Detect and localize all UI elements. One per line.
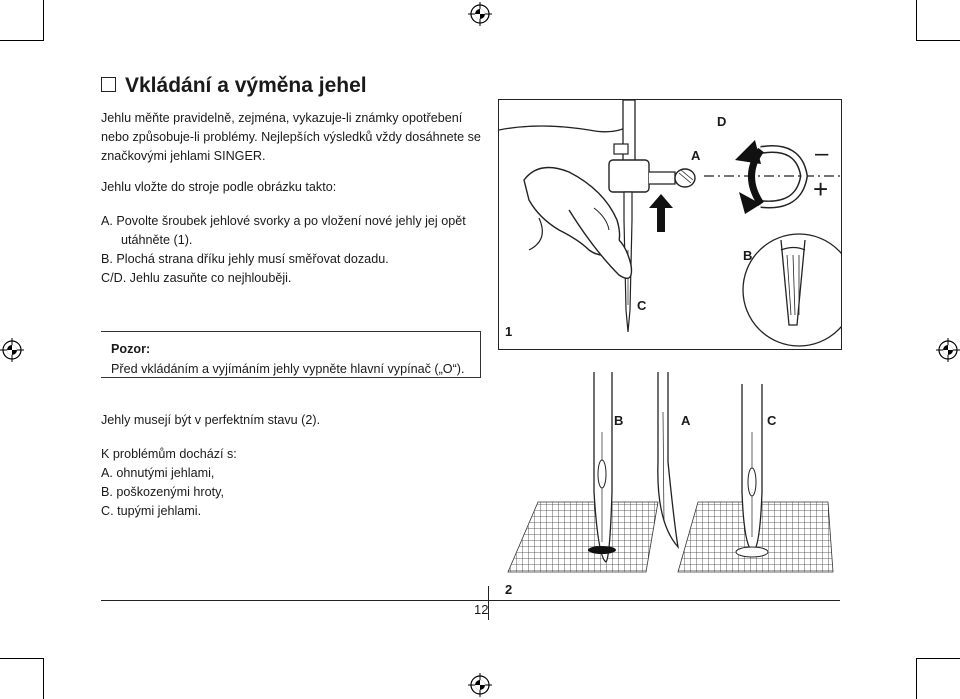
crop-mark [917,658,960,659]
label-c: C [767,413,777,428]
warning-box [101,331,481,378]
condition-text [101,411,501,430]
problem-c: C. tupými jehlami. [101,504,202,518]
step-cd: C/D. Jehlu zasuňte co nejhlouběji. [101,271,292,285]
step-a-line1: A. Povolte šroubek jehlové svorky a po vložení nové jehly jej opět [101,214,466,228]
crop-mark [916,0,917,41]
problems-head: K problémům dochází s: [101,447,237,461]
warning-head: Pozor: [111,342,151,356]
insert-intro-text: Jehlu vložte do stroje podle obrázku takto: [101,180,337,194]
crop-mark [917,40,960,41]
problem-b: B. poškozenými hroty, [101,485,224,499]
label-b: B [743,248,753,263]
steps-list [101,212,501,288]
registration-mark-icon [0,338,24,362]
registration-mark-icon [468,2,492,26]
intro-line: Jehlu měňte pravidelně, zejména, vykazuje-li známky opotřebení [101,111,463,125]
figure-needle-conditions [498,372,840,602]
label-minus: – [815,140,829,167]
intro-line: nebo způsobuje-li problémy. Nejlepších výsledků vždy dosáhnete se [101,130,481,144]
figure-2-number: 2 [505,582,513,597]
registration-mark-icon [468,673,492,697]
crop-mark [0,658,43,659]
label-plus: + [813,174,829,204]
crop-mark [0,40,43,41]
insert-intro [101,178,501,197]
page-number: 12 [474,602,489,617]
problem-a: A. ohnutými jehlami, [101,466,215,480]
label-c: C [637,298,647,313]
step-a-line2: utáhněte (1). [121,233,193,247]
label-a: A [681,413,691,428]
figure-needle-insertion [498,99,842,350]
page-title-text: Vkládání a výměna jehel [125,74,367,97]
intro-line: značkovými jehlami SINGER. [101,149,266,163]
problems-list [101,445,501,521]
step-b: B. Plochá strana dříku jehly musí směřovat dozadu. [101,252,389,266]
figure-1-number: 1 [505,324,513,339]
needle-insertion-illustration [499,100,841,349]
bottom-rule [101,600,840,601]
checkbox-square-icon [101,77,116,92]
intro-paragraph [101,109,501,166]
warning-body: Před vkládáním a vyjímáním jehly vypněte hlavní vypínač („O“). [111,362,465,376]
label-d: D [717,114,727,129]
crop-mark [916,658,917,699]
label-a: A [691,148,701,163]
label-b: B [614,413,624,428]
crop-mark [43,658,44,699]
needle-conditions-illustration [498,372,840,602]
page-title [101,74,367,98]
crop-mark [43,0,44,41]
condition-line: Jehly musejí být v perfektním stavu (2). [101,413,321,427]
registration-mark-icon [936,338,960,362]
